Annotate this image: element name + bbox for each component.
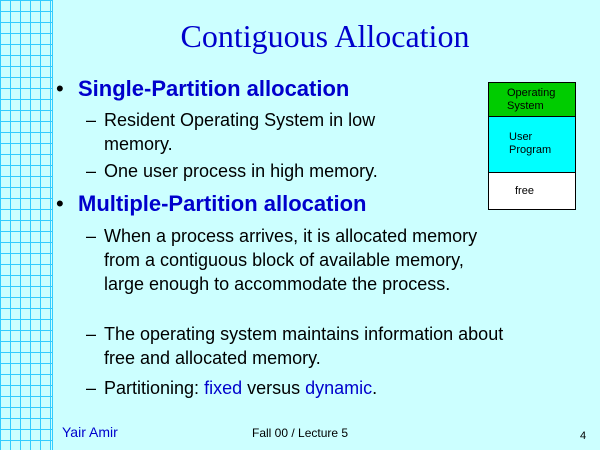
bullet-multiple-partition xyxy=(56,191,366,217)
sub-item xyxy=(86,159,446,183)
dash-icon: – xyxy=(86,378,97,398)
sub-item-text: Resident Operating System in low memory. xyxy=(104,110,376,154)
grid-decoration xyxy=(0,0,53,450)
bullet-single-partition xyxy=(56,76,349,102)
memory-diagram xyxy=(488,82,576,210)
term-dynamic: dynamic xyxy=(305,378,373,398)
sub-item xyxy=(86,224,506,296)
slide-title: Contiguous Allocation xyxy=(180,18,470,54)
memory-user-block: User Program xyxy=(489,117,575,173)
bullet-heading: Single-Partition allocation xyxy=(78,76,350,101)
partitioning-mid: versus xyxy=(242,378,306,398)
footer-author: Yair Amir xyxy=(62,424,118,440)
sub-item-text xyxy=(86,376,506,400)
bullet-icon: • xyxy=(56,191,64,216)
partitioning-suffix: . xyxy=(372,378,378,398)
term-fixed: fixed xyxy=(204,378,243,398)
sub-item-text: The operating system maintains information about free and allocated memory. xyxy=(104,324,504,368)
bullet-icon: • xyxy=(56,76,64,101)
dash-icon: – xyxy=(86,161,97,181)
sub-item-text: When a process arrives, it is allocated memory from a contiguous block of available memory, large enough to accommodate the process. xyxy=(104,226,478,294)
dash-icon: – xyxy=(86,226,97,246)
sub-item xyxy=(86,322,506,370)
memory-free-block: free xyxy=(489,173,575,209)
dash-icon: – xyxy=(86,110,97,130)
sub-item-text: One user process in high memory. xyxy=(104,161,378,181)
dash-icon: – xyxy=(86,324,97,344)
sub-item xyxy=(86,376,506,400)
sub-item xyxy=(86,108,426,156)
page-number: 4 xyxy=(580,430,587,442)
bullet-heading: Multiple-Partition allocation xyxy=(78,191,367,216)
memory-os-block: Operating System xyxy=(489,83,575,117)
partitioning-prefix: Partitioning: xyxy=(104,378,205,398)
footer-lecture: Fall 00 / Lecture 5 xyxy=(252,426,349,440)
